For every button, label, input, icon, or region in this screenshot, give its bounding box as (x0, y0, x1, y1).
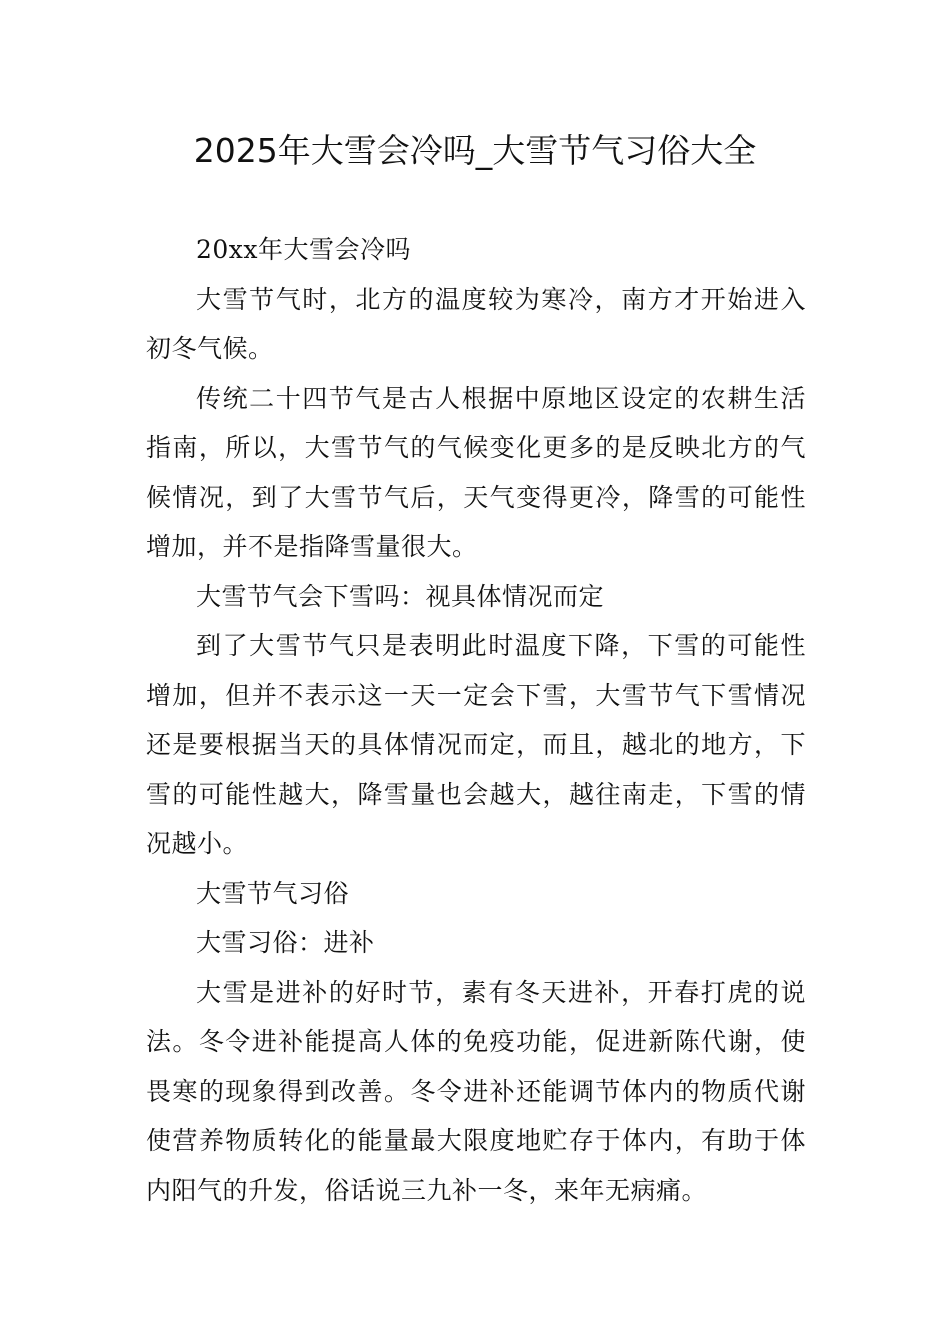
paragraph-heading-snow: 大雪节气会下雪吗：视具体情况而定 (196, 581, 605, 611)
paragraph-heading-customs: 大雪节气习俗 (196, 878, 350, 908)
paragraph-tonic: 大雪是进补的好时节，素有冬天进补，开春打虎的说法。冬令进补能提高人体的免疫功能，促进新陈代谢，使畏寒的现象得到改善。冬令进补还能调节体内的物质代谢使营养物质转化的能量最大限度地贮存于体内，有助于体内阳气的升发，俗话说三九补一冬，来年无病痛。 (146, 977, 806, 1205)
paragraph-north-south: 大雪节气时，北方的温度较为寒冷，南方才开始进入初冬气候。 (146, 284, 806, 363)
document-title: 2025年大雪会冷吗_大雪节气习俗大全 (193, 131, 757, 170)
paragraph-solar-terms: 传统二十四节气是古人根据中原地区设定的农耕生活指南，所以，大雪节气的气候变化更多的是反映北方的气候情况，到了大雪节气后，天气变得更冷，降雪的可能性增加，并不是指降雪量很大。 (146, 383, 806, 561)
document-body (146, 225, 806, 1215)
paragraph-heading-cold: 20xx年大雪会冷吗 (196, 235, 412, 264)
paragraph-snow-chance: 到了大雪节气只是表明此时温度下降，下雪的可能性增加，但并不表示这一天一定会下雪，大雪节气下雪情况还是要根据当天的具体情况而定，而且，越北的地方，下雪的可能性越大，降雪量也会越大，越往南走，下雪的情况越小。 (146, 631, 806, 858)
paragraph-heading-tonic: 大雪习俗：进补 (196, 928, 375, 957)
